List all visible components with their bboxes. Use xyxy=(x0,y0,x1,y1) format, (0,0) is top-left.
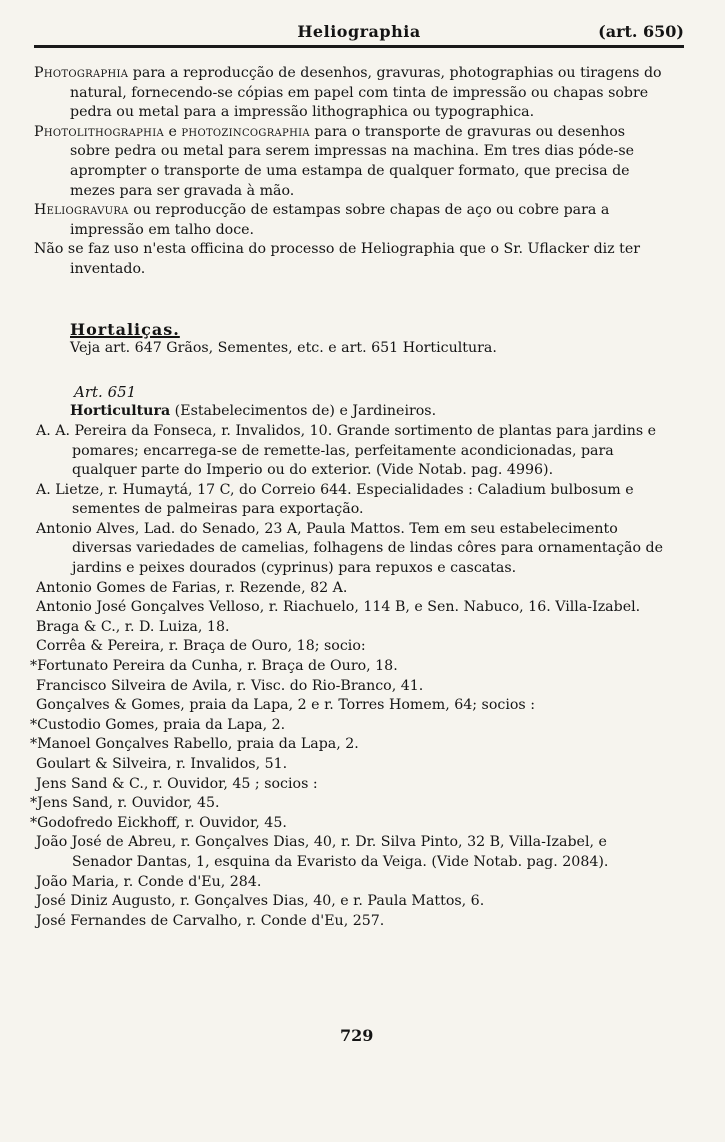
directory-entry: Antonio Alves, Lad. do Senado, 23 A, Paula Mattos. Tem em seu estabelecimento diversas variedades de camelias, folhagens de lindas côres para ornamentação de jardins e peixes dourados (cyprinus) para repuxos e cascatas. xyxy=(36,520,664,577)
directory-entry: Corrêa & Pereira, r. Braça de Ouro, 18; socio: xyxy=(36,638,366,655)
paragraph-note: Não se faz uso n'esta officina do processo de Heliographia que o Sr. Uflacker diz ter inventado. xyxy=(34,241,641,277)
paragraph-photographia: Photographia para a reproducção de desenhos, gravuras, photographias ou tiragens do natural, fornecendo-se cópias em papel com tinta de impressão ou chapas sobre pedra ou metal para a impressão lithographica ou typographica. xyxy=(34,65,662,121)
directory-entry: Jens Sand & C., r. Ouvidor, 45 ; socios : xyxy=(36,775,318,792)
directory-entry: Antonio Gomes de Farias, r. Rezende, 82 A. xyxy=(36,579,348,596)
partner-entry: *Godofredo Eickhoff, r. Ouvidor, 45. xyxy=(30,814,287,831)
page-number: 729 xyxy=(340,1026,374,1045)
running-header xyxy=(34,22,684,46)
directory-entry: João José de Abreu, r. Gonçalves Dias, 40, r. Dr. Silva Pinto, 32 B, Villa-Izabel, e Senador Dantas, 1, esquina da Evaristo da Veiga. (Vide Notab. pag. 2084). xyxy=(36,834,609,870)
article-heading: Horticultura (Estabelecimentos de) e Jardineiros. xyxy=(70,403,437,420)
directory-entry: A. A. Pereira da Fonseca, r. Invalidos, 10. Grande sortimento de plantas para jardins e pomares; encarrega-se de remette-las, perfeitamente acondicionadas, para qualquer parte do Imperio ou do exterior. (Vide Notab. pag. 4996). xyxy=(36,422,657,479)
directory-entry: Braga & C., r. D. Luiza, 18. xyxy=(36,618,230,635)
page-title: Heliographia xyxy=(297,22,421,41)
directory-entry: José Fernandes de Carvalho, r. Conde d'Eu, 257. xyxy=(36,912,385,929)
partner-entry: *Custodio Gomes, praia da Lapa, 2. xyxy=(30,716,286,733)
directory-entry: Goulart & Silveira, r. Invalidos, 51. xyxy=(36,756,288,772)
page-body xyxy=(30,64,668,931)
article-reference: (art. 650) xyxy=(598,22,684,41)
article-number: Art. 651 xyxy=(74,382,137,401)
section-cross-reference: Veja art. 647 Grãos, Sementes, etc. e art. 651 Horticultura. xyxy=(70,340,497,357)
partner-entry: *Jens Sand, r. Ouvidor, 45. xyxy=(30,795,220,812)
directory-entry: Gonçalves & Gomes, praia da Lapa, 2 e r. Torres Homem, 64; socios : xyxy=(36,697,535,714)
directory-entry: João Maria, r. Conde d'Eu, 284. xyxy=(36,873,262,890)
directory-list xyxy=(30,422,668,931)
paragraph-photolithographia: Photolithographia e photozincographia para o transporte de gravuras ou desenhos sobre pedra ou metal para serem impressas na machina. Em tres dias póde-se aprompter o transporte de uma estampa de qualquer formato, que precisa de mezes para ser gravada à mão. xyxy=(34,123,635,199)
partner-entry: *Manoel Gonçalves Rabello, praia da Lapa, 2. xyxy=(30,736,359,753)
directory-entry: Francisco Silveira de Avila, r. Visc. do Rio-Branco, 41. xyxy=(36,677,424,694)
partner-entry: *Fortunato Pereira da Cunha, r. Braça de Ouro, 18. xyxy=(30,658,398,675)
directory-entry: Antonio José Gonçalves Velloso, r. Riachuelo, 114 B, e Sen. Nabuco, 16. Villa-Izabel. xyxy=(36,599,641,616)
section-heading-hortalicas: Hortaliças. xyxy=(70,319,180,339)
header-rule xyxy=(34,45,684,48)
directory-entry: A. Lietze, r. Humaytá, 17 C, do Correio 644. Especialidades : Caladium bulbosum e sementes de palmeiras para exportação. xyxy=(36,481,634,518)
paragraph-heliogravura: Heliogravura ou reproducção de estampas sobre chapas de aço ou cobre para a impressão em talho doce. xyxy=(34,202,610,238)
directory-entry: José Diniz Augusto, r. Gonçalves Dias, 40, e r. Paula Mattos, 6. xyxy=(36,893,485,910)
